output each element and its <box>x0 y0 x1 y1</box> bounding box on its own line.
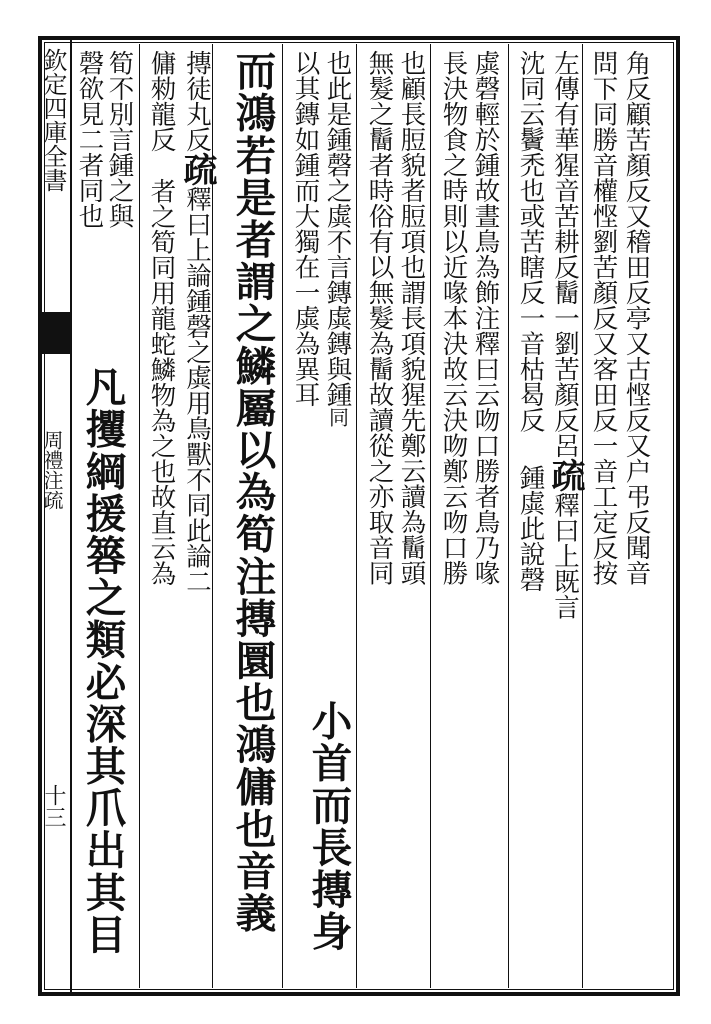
margin-fishtail-mark <box>38 312 72 354</box>
margin-page-number: 十三 <box>41 784 66 828</box>
col3-a: 虡磬輕於鍾故晝鳥為飾注釋曰云吻口勝者鳥乃喙 <box>470 50 501 586</box>
commentary-marker-shu: 疏 <box>177 152 217 186</box>
col5-b: 以其鏄如鍾而大獨在一虡為異耳 <box>290 50 321 407</box>
col1-b: 問下同勝音權悭劉苦顏反又客田反一音工定反按 <box>588 50 619 586</box>
col7-b: 傭勑龍反者之筍同用龍蛇鱗物為之也故直云為 <box>146 50 177 586</box>
col8-main: 凡攫綱援簭之類必深其爪出其目 <box>78 366 127 956</box>
col5-main: 小首而長摶身 <box>304 700 353 953</box>
commentary-marker-shu: 疏 <box>545 458 585 492</box>
col2-b: 沈同云鬢禿也或苦瞎反一音枯曷反鍾虡此說磬 <box>515 50 546 592</box>
margin-book-title: 周禮注疏 <box>40 430 64 510</box>
column-rule <box>356 44 357 988</box>
column-rule <box>582 44 583 988</box>
col3-b: 長決物食之時則以近喙本決故云決吻鄭云吻口勝 <box>438 50 469 586</box>
col8-a: 筍不別言鍾之與 <box>104 50 135 229</box>
column-rule <box>430 44 431 988</box>
col8-b: 磬欲見二者同也 <box>74 50 105 229</box>
col5-a: 也此是鍾磬之虡不言鏄虡鏄與鍾同 <box>322 50 353 427</box>
column-rule <box>508 44 509 988</box>
col1-a: 角反顧苦顏反又稽田反亭又古悭反又户弔反聞音 <box>621 50 652 586</box>
col4-a: 也顧長脰貌者脰項也謂長項貌猩先鄭云讀為鬝頭 <box>396 50 427 586</box>
col7-a: 摶徒丸反疏釋曰上論鍾磬之虡用鳥獸不同此論二 <box>177 50 217 594</box>
col4-b: 無髮之鬝者時俗有以無髮為鬝故讀從之亦取音同 <box>364 50 395 586</box>
col2-a: 左傳有華猩音苦耕反鬝一劉苦顏反呂疏釋曰上既言 <box>545 50 585 620</box>
margin-top-title: 欽定四庫全書 <box>39 48 67 192</box>
column-rule <box>282 44 283 988</box>
col6-main: 而鴻若是者謂之鱗屬以為筍注摶圜也鴻傭也音義 <box>228 50 277 935</box>
column-rule <box>139 44 140 988</box>
